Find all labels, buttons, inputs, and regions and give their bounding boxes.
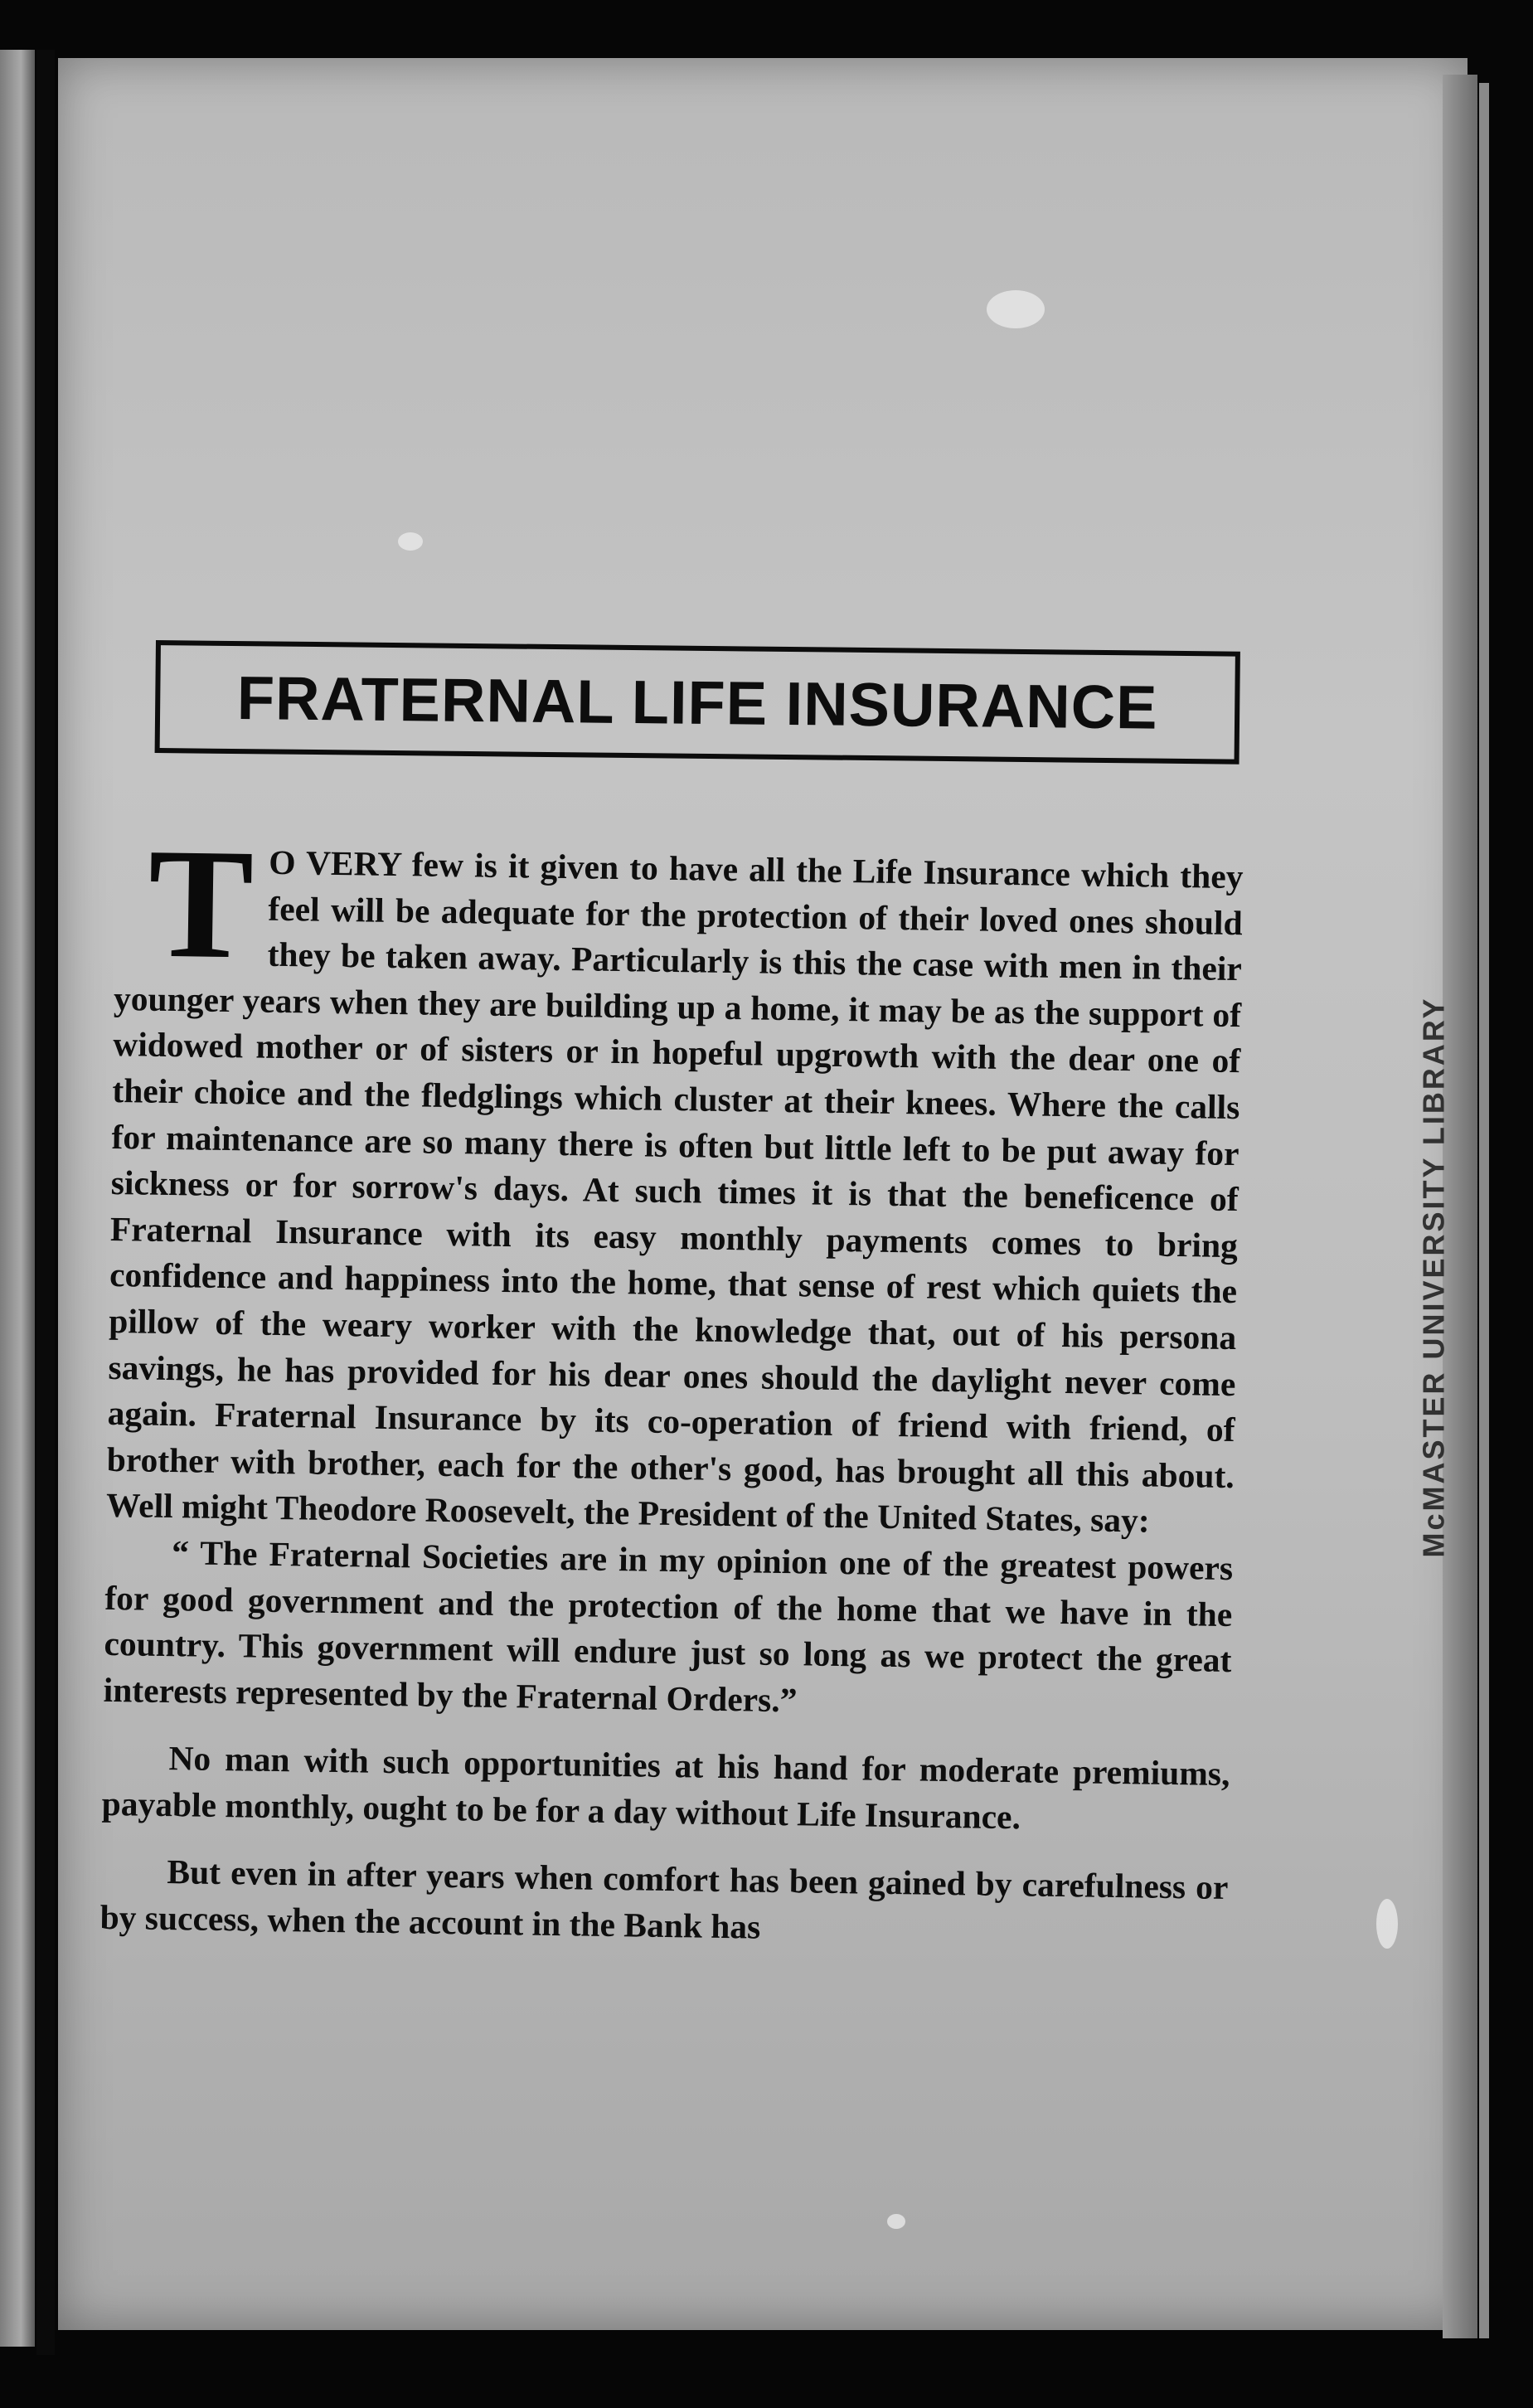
page-edge-strip xyxy=(1479,83,1489,2338)
body-text xyxy=(99,816,1244,1979)
page-title: FRATERNAL LIFE INSURANCE xyxy=(236,663,1158,742)
book-page xyxy=(58,58,1468,2330)
paragraph-3: No man with such opportunities at his hand for moderate premiums, payable monthly, ought to be for a day without Life Insurance. xyxy=(101,1739,1230,1837)
library-stamp xyxy=(1409,912,1459,1642)
paragraph-4: But even in after years when comfort has been gained by carefulness or by success, when the account in the Bank has xyxy=(99,1852,1229,1946)
binding-shadow xyxy=(36,50,55,2355)
drop-cap: T xyxy=(147,816,255,993)
paragraph-1-text: O VERY few is it given to have all the Life Insurance which they feel will be adequate for the protection of their loved ones should they be taken away. Particularly is this the case with men in their younger years when they are building up a home, it may be as the support of widowed mother or of sisters or in hopeful upgrowth with the dear one of their choice and the fledglings which cluster at their knees. Where the calls for maintenance are so many there is often but little left to be put away for sickness or for sorrow's days. At such times it is that the beneficence of Fraternal Insurance with its easy monthly payments comes to bring confidence and happiness into the home, that sense of rest which quiets the pillow of the weary worker with the knowledge that, out of his persona savings, he has provided for his dear ones should the daylight never come again. Fraternal Insurance by its co-operation of friend with friend, of brother with brother, each for the other's good, has brought all this about. Well might Theodore Roosevelt, the President of the United States, say: xyxy=(105,842,1244,1540)
facing-page-edge xyxy=(0,50,35,2347)
paragraph-quote: “ The Fraternal Societies are in my opinion one of the greatest powers for good government and the protection of the home that we have in the country. This government will endure just so long as we protect the great interests represented by the Fraternal Orders.” xyxy=(103,1533,1234,1719)
paper-blemish xyxy=(398,532,423,551)
paragraph-1 xyxy=(105,816,1244,1546)
paper-blemish xyxy=(1376,1899,1398,1949)
paper-blemish xyxy=(887,2214,905,2229)
title-frame xyxy=(155,640,1240,765)
library-stamp-text: McMASTER UNIVERSITY LIBRARY xyxy=(1417,996,1451,1558)
paper-blemish xyxy=(987,290,1045,328)
